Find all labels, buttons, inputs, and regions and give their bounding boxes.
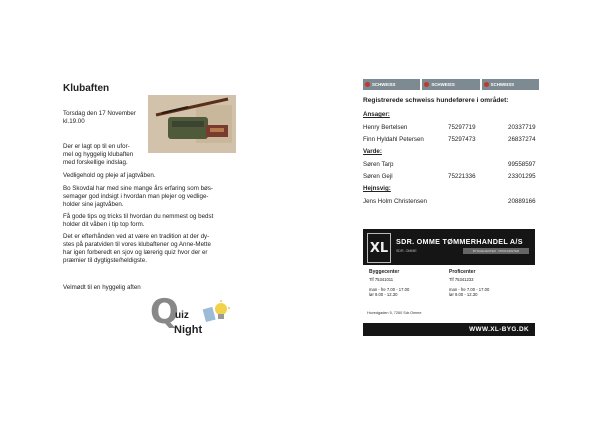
section-heading: Ansager: <box>363 111 390 118</box>
ad-subtitle: SDR. OMME <box>396 249 417 253</box>
care-line: Vedligehold og pleje af jagtvåben. <box>63 172 156 179</box>
event-date: Torsdag den 17 November <box>63 110 136 117</box>
ad-byggecenter: Byggecenter Tlf 75341011 man - fre 7.00 - 17.00 lør 9.00 - 12.30 <box>369 269 410 297</box>
event-time: kl.19.00 <box>63 118 85 125</box>
ad-header <box>363 229 535 265</box>
intro-paragraph: Der er lagt op til en ufor- mel og hyggelig klubaften med forskellige indslag. <box>63 143 134 166</box>
sponsor-logo: SCHWEISS <box>363 79 420 90</box>
xl-logo: XL <box>367 233 391 263</box>
sponsor-logo: SCHWEISS <box>422 79 479 90</box>
registered-title: Registrerede schweiss hundeførere i området: <box>363 97 509 104</box>
ad-proficenter: Proficenter Tlf 75341233 man - fre 7.00 - 17.00 lør 9.00 - 12.30 <box>449 269 490 297</box>
ad-address: Hovedgaden 5, 7260 Sdr.Omme <box>367 311 422 315</box>
sponsor-banner <box>363 79 539 90</box>
lightbulb-icon <box>202 300 230 324</box>
handler-row: Finn Hyldahl Petersen 75297473 26837274 <box>363 136 536 143</box>
section-heading: Hejnsvig: <box>363 185 391 192</box>
handler-row: Søren Tarp 99558597 <box>363 161 536 168</box>
sponsor-logo: SCHWEISS <box>482 79 539 90</box>
handler-row: Jens Holm Christensen 20889166 <box>363 198 536 205</box>
page-title: Klubaften <box>63 83 110 94</box>
handler-row: Søren Gejl 75221336 23301295 <box>363 173 536 180</box>
quiz-night-logo: Q uiz Night <box>150 294 232 340</box>
section-heading: Varde: <box>363 148 382 155</box>
ad-website: WWW.XL-BYG.DK <box>363 323 535 336</box>
ad-company-name: SDR. OMME TØMMERHANDEL A/S <box>396 237 523 246</box>
bo-paragraph: Bo Skovdal har med sine mange års erfaring som bøs- semager god indsigt i hvordan man plejer og vedlige- holder sine jagtvåben. <box>63 185 213 208</box>
handler-row: Henry Bertelsen 75297719 20337719 <box>363 124 536 131</box>
quiz-paragraph: Det er efterhånden ved at være en tradition at der dy- stes på paratviden til vores klubaftener og Anne-Mette har igen forberedt en sjov og lærerig quiz hvor der er præmier til dygtigste/heldigste. <box>63 233 211 264</box>
xl-byg-advertisement <box>363 229 535 336</box>
ad-strip: BYGGECENTER · PROFCENTER <box>463 248 529 254</box>
tips-paragraph: Få gode tips og tricks til hvordan du nemmest og bedst holder dit våben i tip top form. <box>63 213 214 228</box>
welcome-line: Velmødt til en hyggelig aften <box>63 284 141 291</box>
